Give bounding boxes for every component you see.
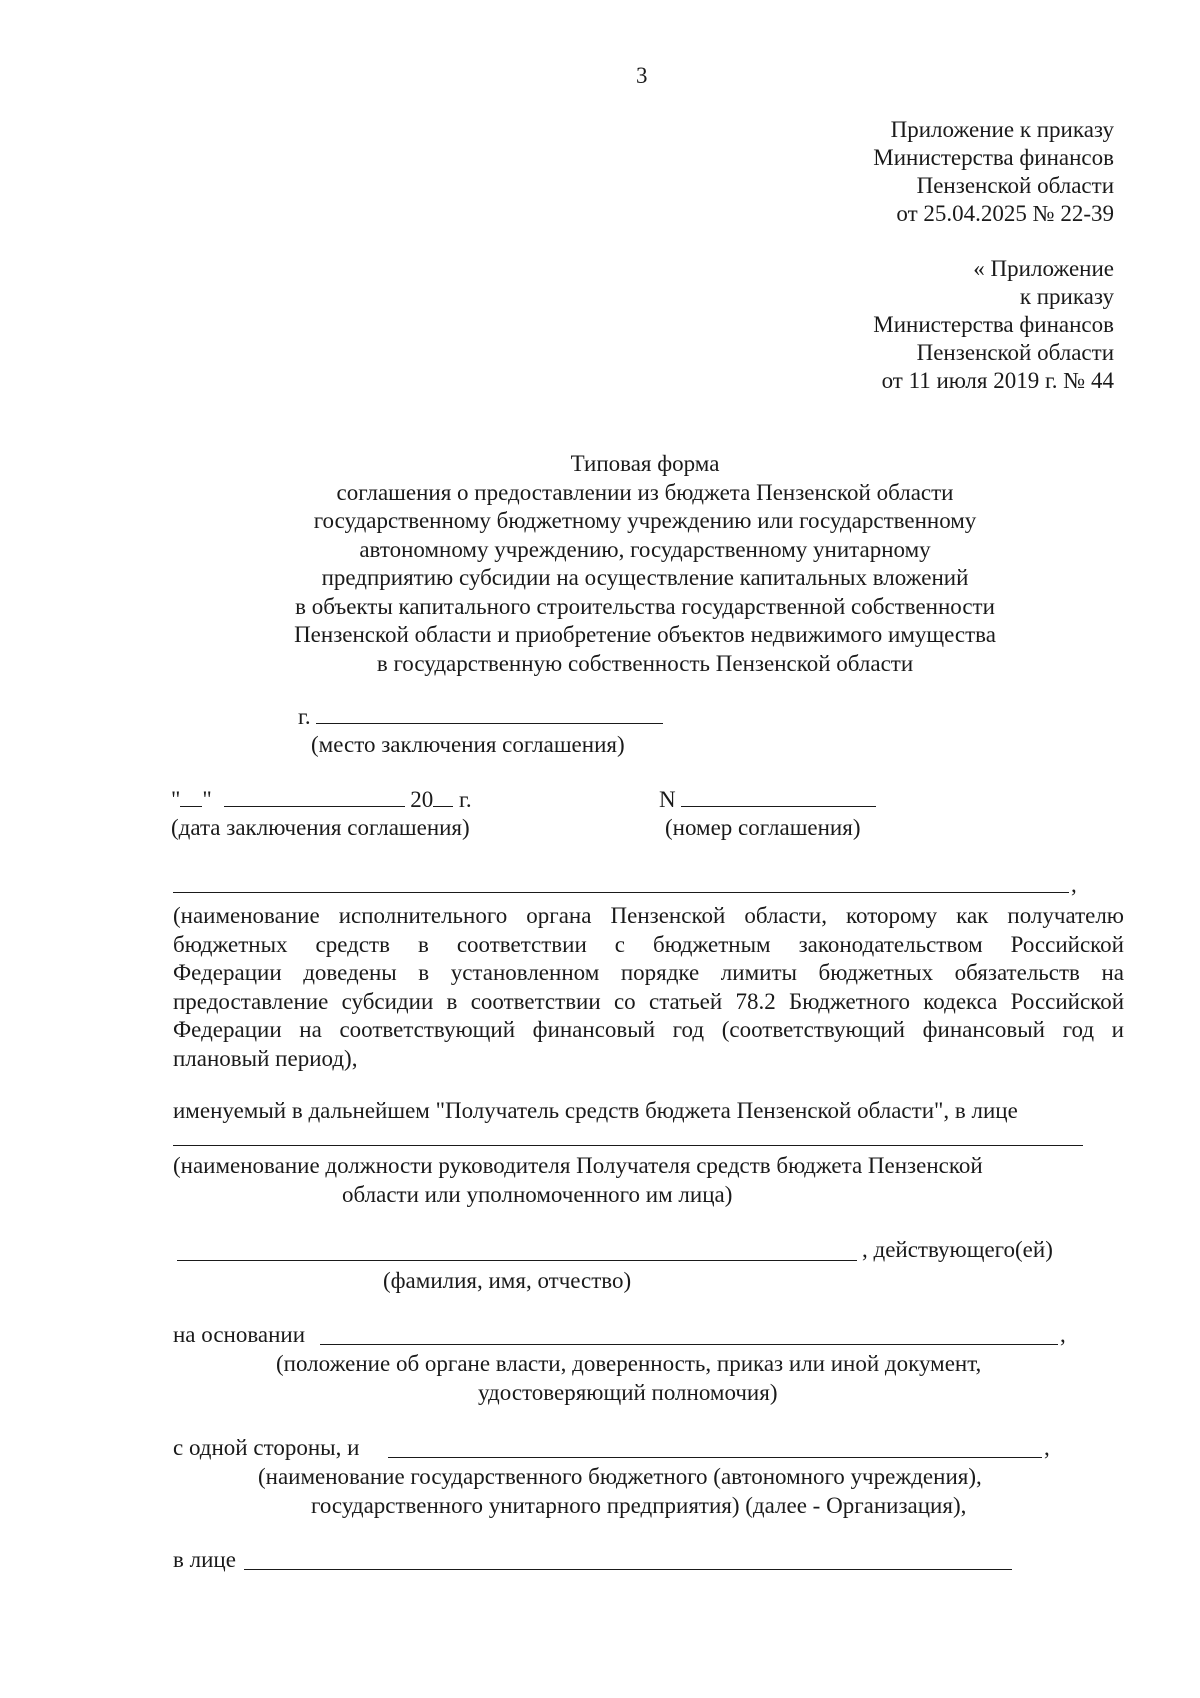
caption-line: Федерации на соответствующий финансовый год (соответствующий финансовый год и xyxy=(173,1017,1124,1042)
caption-line: предоставление субсидии в соответствии со статьей 78.2 Бюджетного кодекса Российской xyxy=(173,988,1124,1014)
date-year-blank[interactable] xyxy=(433,785,453,807)
place-prefix: г. xyxy=(298,704,311,729)
basis-trailing: , xyxy=(1060,1322,1066,1347)
appendix-line: к приказу xyxy=(1019,284,1114,309)
appendix-line: Пензенской области xyxy=(916,173,1114,198)
document-title xyxy=(0,450,1200,678)
date-month-blank[interactable] xyxy=(224,785,405,807)
title-line: Типовая форма xyxy=(570,451,720,476)
appendix-line: Пензенской области xyxy=(916,340,1114,365)
date-field xyxy=(171,785,472,814)
appendix-current-order xyxy=(873,116,1114,228)
appendix-line: Приложение к приказу xyxy=(890,117,1114,142)
appendix-line: Министерства финансов xyxy=(873,312,1114,337)
in-person-prefix: в лице xyxy=(173,1547,236,1572)
appendix-line: Министерства финансов xyxy=(873,145,1114,170)
title-line: соглашения о предоставлении из бюджета Пензенской области xyxy=(336,479,954,505)
date-year-suffix: г. xyxy=(459,787,472,812)
date-quote-open: " xyxy=(171,787,181,812)
basis-blank[interactable] xyxy=(320,1344,1058,1345)
party-caption-line: (наименование государственного бюджетного (автономного учреждения), xyxy=(258,1464,982,1489)
appendix-line: « Приложение xyxy=(973,256,1114,281)
caption-line: (наименование исполнительного органа Пензенской области, которому как получателю xyxy=(173,903,1124,928)
page-number: 3 xyxy=(636,63,648,88)
title-line: в объекты капитального строительства государственной собственности xyxy=(295,593,995,619)
number-blank[interactable] xyxy=(681,785,876,807)
organ-trailing: , xyxy=(1071,872,1077,897)
place-caption: (место заключения соглашения) xyxy=(311,732,625,757)
named-as-text: именуемый в дальнейшем "Получатель средств бюджета Пензенской области", в лице xyxy=(173,1098,1018,1123)
date-year-prefix: 20 xyxy=(410,787,434,812)
place-blank[interactable] xyxy=(316,702,663,724)
appendix-line: от 11 июля 2019 г. № 44 xyxy=(881,368,1114,393)
party-blank[interactable] xyxy=(388,1457,1042,1458)
date-caption: (дата заключения соглашения) xyxy=(171,815,470,840)
number-prefix: N xyxy=(659,787,676,812)
date-day-blank[interactable] xyxy=(180,785,202,807)
fio-trailing: , действующего(ей) xyxy=(862,1237,1053,1262)
position-blank[interactable] xyxy=(173,1145,1083,1146)
fio-caption: (фамилия, имя, отчество) xyxy=(383,1268,632,1293)
date-quote-close: " xyxy=(202,787,212,812)
title-line: автономному учреждению, государственному унитарному xyxy=(359,536,931,562)
party-trailing: , xyxy=(1044,1435,1050,1460)
title-line: Пензенской области и приобретение объектов недвижимого имущества xyxy=(294,622,996,647)
organ-blank[interactable] xyxy=(173,892,1069,893)
number-field xyxy=(659,785,876,814)
fio-blank[interactable] xyxy=(177,1260,857,1261)
basis-prefix: на основании xyxy=(173,1322,306,1347)
basis-caption-line: удостоверяющий полномочия) xyxy=(478,1380,778,1405)
number-caption: (номер соглашения) xyxy=(665,815,861,840)
position-caption-line: (наименование должности руководителя Получателя средств бюджета Пензенской xyxy=(173,1153,983,1178)
organ-caption xyxy=(173,902,1124,1073)
position-caption-line: области или уполномоченного им лица) xyxy=(342,1182,733,1207)
caption-line: Федерации доведены в установленном порядке лимиты бюджетных обязательств на xyxy=(173,960,1124,985)
in-person-blank[interactable] xyxy=(244,1569,1012,1570)
appendix-line: от 25.04.2025 № 22-39 xyxy=(896,201,1114,226)
caption-line: бюджетных средств в соответствии с бюджетным законодательством Российской xyxy=(173,931,1124,957)
title-line: в государственную собственность Пензенской области xyxy=(376,650,914,676)
party-caption-line: государственного унитарного предприятия) (далее - Организация), xyxy=(311,1493,967,1518)
basis-caption-line: (положение об органе власти, доверенность, приказ или иной документ, xyxy=(276,1351,982,1376)
title-line: предприятию субсидии на осуществление капитальных вложений xyxy=(321,565,969,590)
party-prefix: с одной стороны, и xyxy=(173,1435,360,1460)
appendix-original-order xyxy=(873,255,1114,395)
title-line: государственному бюджетному учреждению или государственному xyxy=(313,508,977,533)
caption-line: плановый период), xyxy=(173,1045,358,1071)
place-field xyxy=(298,702,663,731)
